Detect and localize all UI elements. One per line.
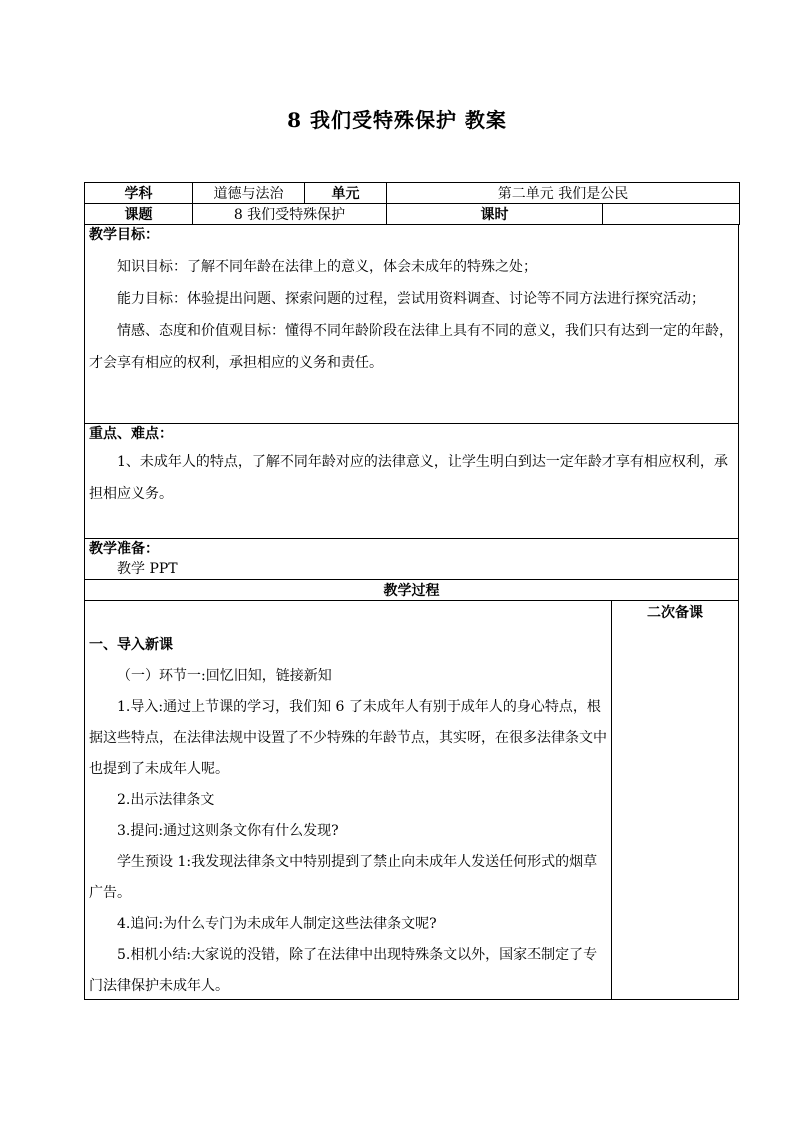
goals-title: 教学目标： <box>89 227 159 243</box>
keypoints-text: 1、未成年人的特点，了解不同年龄对应的法律意义，让学生明白到达一定年龄才享有相应权利，承担相应义务。 <box>89 454 728 502</box>
process-main-column <box>85 601 612 999</box>
process-line: 3.提问:通过这则条文你有什么发现? <box>117 823 339 839</box>
key-points-section <box>84 423 739 539</box>
hours-value <box>603 204 740 225</box>
subject-value: 道德与法治 <box>193 183 305 204</box>
document-title: 8 我们受特殊保护 教案 <box>287 108 507 132</box>
process-line: 5.相机小结:大家说的没错，除了在法律中出现特殊条文以外，国家丕制定了专门法律保护未成年人。 <box>89 947 598 994</box>
topic-value: 8 我们受特殊保护 <box>193 204 387 225</box>
hours-label: 课时 <box>387 204 603 225</box>
topic-label: 课题 <box>85 204 193 225</box>
preparation-section <box>84 538 739 580</box>
process-section-title: 一、导入新课 <box>89 637 173 653</box>
process-line: 4.追问:为什么专门为未成年人制定这些法律条文呢? <box>117 916 437 932</box>
side-title: 二次备课 <box>647 605 703 621</box>
ability-goal: 能力目标：体验提出问题、探索问题的过程，尝试用资料调查、讨论等不同方法进行探究活动； <box>117 291 705 307</box>
process-header: 教学过程 <box>84 579 739 601</box>
unit-value: 第二单元 我们是公民 <box>387 183 740 204</box>
emotion-goal: 情感、态度和价值观目标：懂得不同年龄阶段在法律上具有不同的意义，我们只有达到一定的年龄，才会享有相应的权利，承担相应的义务和责任。 <box>89 323 733 371</box>
process-line: 学生预设 1:我发现法律条文中特别提到了禁止向未成年人发送任何形式的烟草广告。 <box>89 854 598 901</box>
prep-text: 教学 PPT <box>117 561 178 577</box>
second-preparation-column <box>612 601 738 999</box>
prep-title: 教学准备： <box>89 541 159 557</box>
info-table <box>84 182 740 225</box>
process-line: 1.导入:通过上节课的学习，我们知 6 了未成年人有别于成年人的身心特点，根据这些特点，在法律法规中设置了不少特殊的年龄节点，其实呀，在很多法律条文中也提到了未成年人呢。 <box>89 699 607 777</box>
subject-label: 学科 <box>85 183 193 204</box>
process-line: （一）环节一:回忆旧知，链接新知 <box>117 668 332 684</box>
unit-label: 单元 <box>305 183 387 204</box>
knowledge-goal: 知识目标：了解不同年龄在法律上的意义，体会未成年的特殊之处； <box>117 259 537 275</box>
teaching-goals-section <box>84 224 739 424</box>
keypoints-title: 重点、难点： <box>89 426 173 442</box>
process-body <box>84 600 739 1000</box>
process-line: 2.出示法律条文 <box>117 792 215 808</box>
